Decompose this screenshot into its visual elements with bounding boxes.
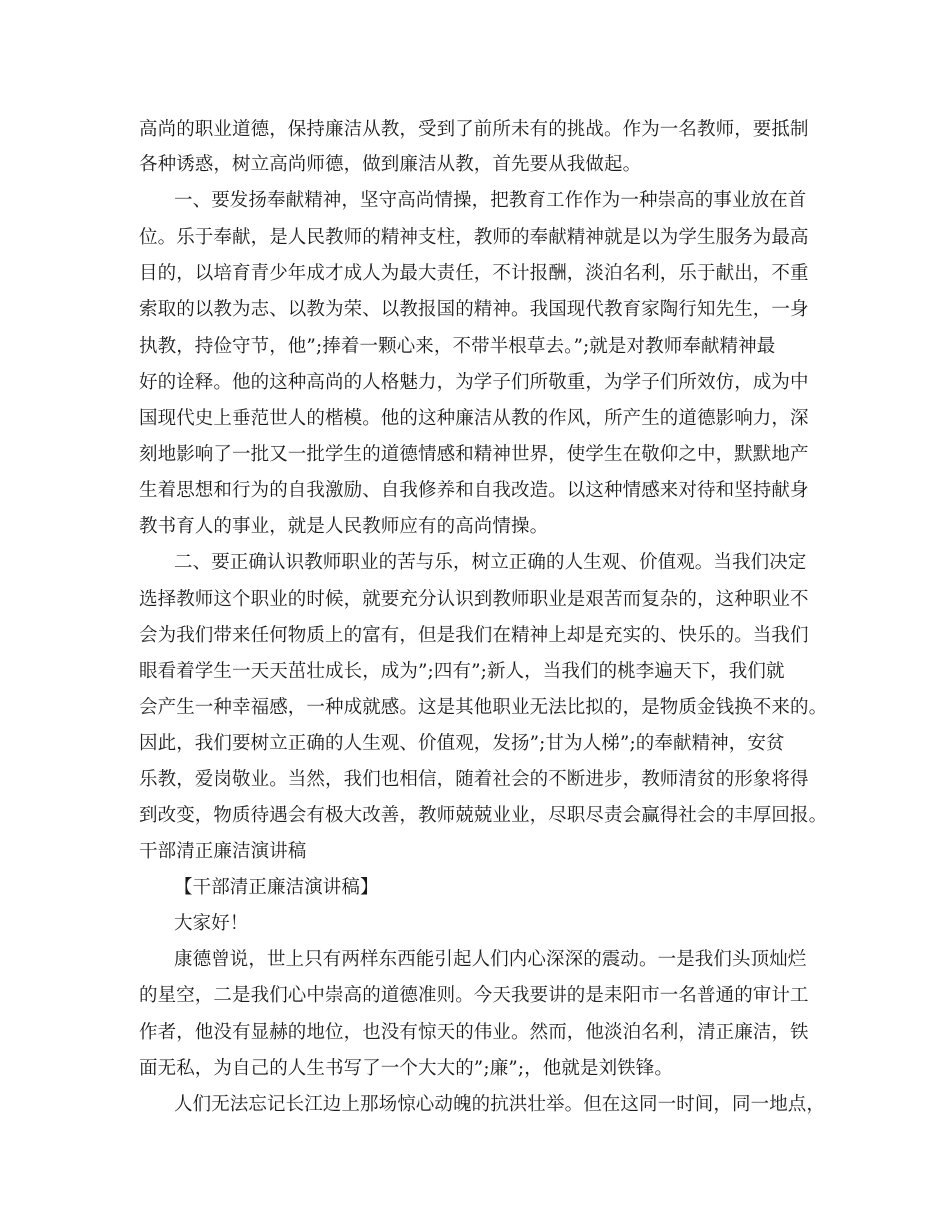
paragraph-line: 到改变，物质待遇会有极大改善，教师兢兢业业，尽职尽责会赢得社会的丰厚回报。 (139, 805, 828, 826)
paragraph-line: 二、要正确认识教师职业的苦与乐，树立正确的人生观、价值观。当我们决定 (174, 552, 807, 573)
paragraph-line: 好的诠释。他的这种高尚的人格魅力，为学子们所敬重，为学子们所效仿，成为中 (139, 372, 809, 393)
paragraph-line: 人们无法忘记长江边上那场惊心动魄的抗洪壮举。但在这同一时间，同一地点， (174, 1094, 826, 1115)
paragraph-line: 位。乐于奉献，是人民教师的精神支柱，教师的奉献精神就是以为学生服务为最高 (139, 227, 809, 248)
paragraph-line: 面无私，为自己的人生书写了一个大大的”;廉”;，他就是刘铁锋。 (139, 1058, 673, 1079)
paragraph-line: 会产生一种幸福感，一种成就感。这是其他职业无法比拟的，是物质金钱换不来的。 (139, 697, 828, 718)
paragraph-line: 眼看着学生一天天茁壮成长，成为”;四有”;新人，当我们的桃李遍天下，我们就 (139, 661, 785, 682)
paragraph-line: 执教，持俭守节，他”;捧着一颗心来，不带半根草去。”;就是对教师奉献精神最 (139, 336, 776, 357)
paragraph-line: 康德曾说，世上只有两样东西能引起人们内心深深的震动。一是我们头顶灿烂 (174, 949, 807, 970)
paragraph-line: 会为我们带来任何物质上的富有，但是我们在精神上却是充实的、快乐的。当我们 (139, 625, 809, 646)
paragraph-line: 国现代史上垂范世人的楷模。他的这种廉洁从教的作风，所产生的道德影响力，深 (139, 408, 809, 429)
section-title: 干部清正廉洁演讲稿 (139, 841, 307, 862)
paragraph-line: 目的，以培育青少年成才成人为最大责任，不计报酬，淡泊名利，乐于献出，不重 (139, 263, 809, 284)
greeting: 大家好！ (174, 913, 249, 934)
paragraph-line: 刻地影响了一批又一批学生的道德情感和精神世界，使学生在敬仰之中，默默地产 (139, 444, 809, 465)
paragraph-line: 因此，我们要树立正确的人生观、价值观，发扬”;甘为人梯”;的奉献精神，安贫 (139, 733, 785, 754)
paragraph-line: 乐教，爱岗敬业。当然，我们也相信，随着社会的不断进步，教师清贫的形象将得 (139, 769, 809, 790)
paragraph-line: 的星空，二是我们心中崇高的道德准则。今天我要讲的是耒阳市一名普通的审计工 (139, 985, 809, 1006)
paragraph-line: 教书育人的事业，就是人民教师应有的高尚情操。 (139, 516, 549, 537)
paragraph-line: 作者，他没有显赫的地位，也没有惊天的伟业。然而，他淡泊名利，清正廉洁，铁 (139, 1022, 809, 1043)
paragraph-line: 生着思想和行为的自我激励、自我修养和自我改造。以这种情感来对待和坚持献身 (139, 480, 809, 501)
paragraph-line: 索取的以教为志、以教为荣、以教报国的精神。我国现代教育家陶行知先生，一身 (139, 299, 809, 320)
paragraph-line: 各种诱惑，树立高尚师德，做到廉洁从教，首先要从我做起。 (139, 154, 642, 175)
paragraph-line: 一、要发扬奉献精神，坚守高尚情操，把教育工作作为一种崇高的事业放在首 (174, 190, 807, 211)
section-heading: 【干部清正廉洁演讲稿】 (174, 877, 379, 898)
paragraph-line: 高尚的职业道德，保持廉洁从教，受到了前所未有的挑战。作为一名教师，要抵制 (139, 119, 809, 140)
paragraph-line: 选择教师这个职业的时候，就要充分认识到教师职业是艰苦而复杂的，这种职业不 (139, 589, 809, 610)
